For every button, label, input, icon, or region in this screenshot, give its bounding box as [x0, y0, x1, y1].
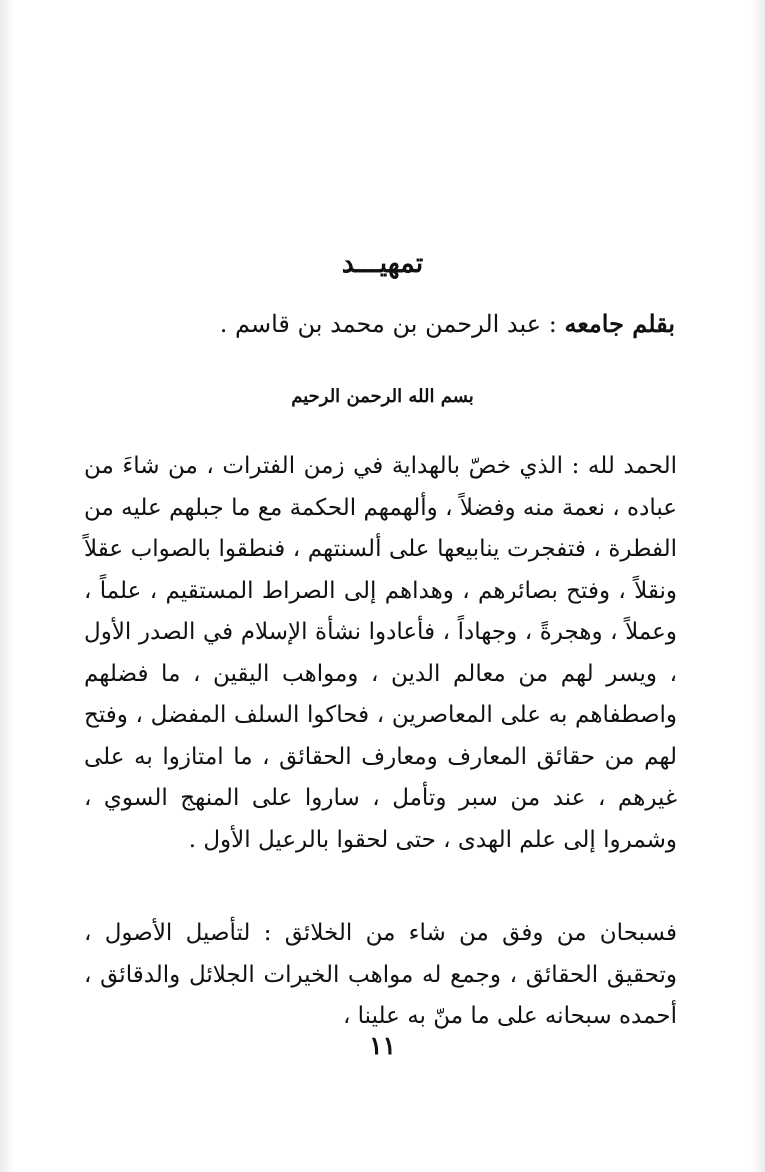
page-number: ١١ — [369, 1031, 396, 1060]
page-edge-shadow — [751, 0, 765, 1172]
author-name: عبد الرحمن بن محمد بن قاسم . — [219, 310, 542, 338]
author-separator: : — [541, 310, 557, 338]
author-label: بقلم جامعه — [564, 309, 675, 338]
paragraph: الحمد لله : الذي خصّ بالهداية في زمن الفترات ، من شاءَ من عباده ، نعمة منه وفضلاً ، وألهمهم الحكمة مع ما جبلهم عليه من الفطرة ، فتفجرت ينابيعها على ألسنتهم ، فنطقوا بالصواب عقلاً ونقلاً ، وفتح بصائرهم ، وهداهم إلى الصراط المستقيم ، علماً ، وعملاً ، وهجرةً ، وجهاداً ، فأعادوا نشأة الإسلام في الصدر الأول ، ويسر لهم من معالم الدين ، ومواهب اليقين ، ما فضلهم واصطفاهم به على المعاصرين ، فحاكوا السلف المفضل ، وفتح لهم من حقائق المعارف ومعارف الحقائق ، ما امتازوا به على غيرهم ، عند من سبر وتأمل ، ساروا على المنهج السوي ، وشمروا إلى علم الهدى ، حتى لحقوا بالرعيل الأول . — [84, 453, 677, 853]
section-title: تمهيـــد — [341, 248, 424, 279]
page-edge-shadow — [0, 0, 14, 1172]
author-line — [75, 304, 675, 344]
paragraph: فسبحان من وفق من شاء من الخلائق : لتأصيل الأصول ، وتحقيق الحقائق ، وجمع له مواهب الخيرات الجلائل والدقائق ، أحمده سبحانه على ما منّ به علينا ، — [84, 920, 677, 1029]
basmala: بسم الله الرحمن الرحيم — [291, 386, 474, 407]
